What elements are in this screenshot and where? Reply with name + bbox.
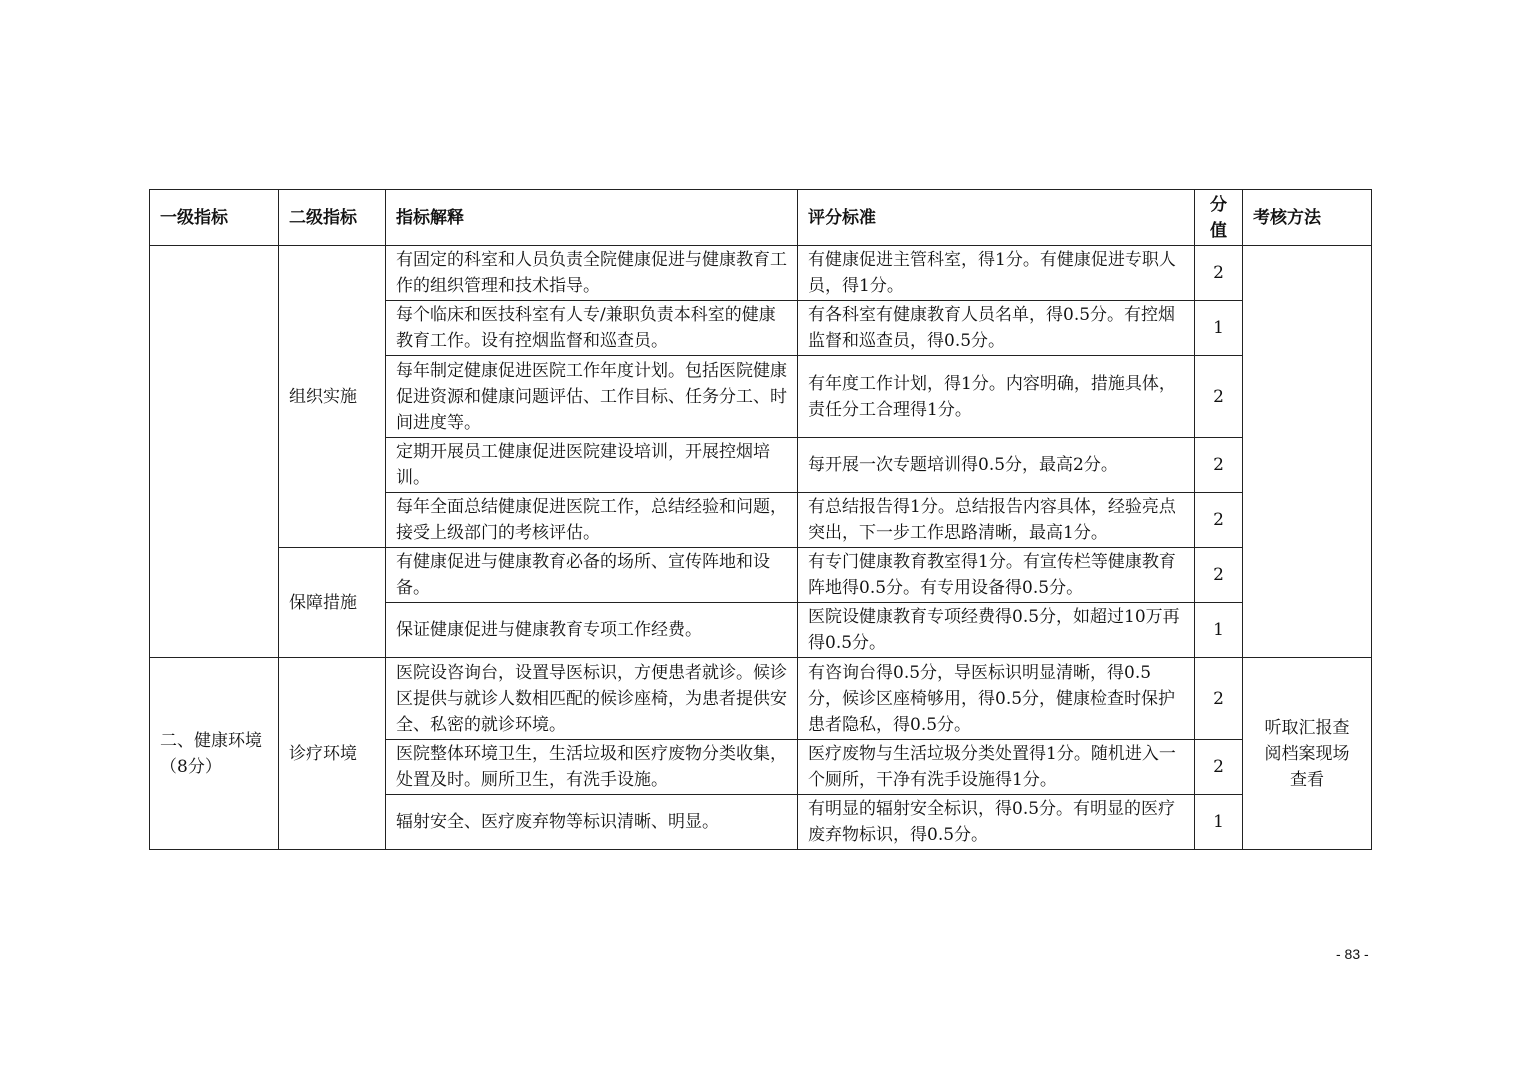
header-level2: 二级指标 [279, 190, 386, 246]
method-line1: 听取汇报查 [1264, 717, 1350, 738]
score-cell: 2 [1195, 438, 1243, 493]
header-method: 考核方法 [1243, 190, 1372, 246]
criteria-cell: 医疗废物与生活垃圾分类处置得1分。随机进入一个厕所，干净有洗手设施得1分。 [798, 740, 1195, 795]
criteria-cell: 每开展一次专题培训得0.5分，最高2分。 [798, 438, 1195, 493]
criteria-cell: 有年度工作计划，得1分。内容明确，措施具体，责任分工合理得1分。 [798, 356, 1195, 438]
score-cell: 2 [1195, 658, 1243, 740]
assessment-table [149, 189, 1372, 850]
score-cell: 2 [1195, 356, 1243, 438]
criteria-cell: 医院设健康教育专项经费得0.5分，如超过10万再得0.5分。 [798, 603, 1195, 658]
score-cell: 2 [1195, 548, 1243, 603]
header-score [1195, 190, 1243, 246]
level1-line1: 二、健康环境 [160, 730, 262, 751]
score-cell: 2 [1195, 493, 1243, 548]
explain-cell: 每年制定健康促进医院工作年度计划。包括医院健康促进资源和健康问题评估、工作目标、任务分工、时间进度等。 [386, 356, 798, 438]
criteria-cell: 有健康促进主管科室，得1分。有健康促进专职人员，得1分。 [798, 246, 1195, 301]
table-row [150, 548, 1372, 603]
explain-cell: 辐射安全、医疗废弃物等标识清晰、明显。 [386, 795, 798, 850]
criteria-cell: 有咨询台得0.5分，导医标识明显清晰，得0.5分，候诊区座椅够用，得0.5分，健康检查时保护患者隐私，得0.5分。 [798, 658, 1195, 740]
score-cell: 2 [1195, 740, 1243, 795]
explain-cell: 医院设咨询台，设置导医标识，方便患者就诊。候诊区提供与就诊人数相匹配的候诊座椅，为患者提供安全、私密的就诊环境。 [386, 658, 798, 740]
level1-cell-group1 [150, 246, 279, 658]
page-number: - 83 - [1336, 946, 1369, 962]
header-explain: 指标解释 [386, 190, 798, 246]
method-cell [1243, 658, 1372, 850]
table-row [150, 246, 1372, 301]
method-line2: 阅档案现场 [1264, 743, 1350, 764]
score-cell: 1 [1195, 603, 1243, 658]
score-cell: 1 [1195, 301, 1243, 356]
header-criteria: 评分标准 [798, 190, 1195, 246]
explain-cell: 每个临床和医技科室有人专/兼职负责本科室的健康教育工作。设有控烟监督和巡查员。 [386, 301, 798, 356]
header-score-line2: 值 [1210, 220, 1227, 241]
explain-cell: 每年全面总结健康促进医院工作，总结经验和问题，接受上级部门的考核评估。 [386, 493, 798, 548]
method-line3: 查看 [1290, 769, 1324, 790]
score-cell: 2 [1195, 246, 1243, 301]
header-row [150, 190, 1372, 246]
explain-cell: 保证健康促进与健康教育专项工作经费。 [386, 603, 798, 658]
level1-health-environment [150, 658, 279, 850]
level2-zuzhi: 组织实施 [279, 246, 386, 548]
method-cell-group1 [1243, 246, 1372, 658]
header-level1: 一级指标 [150, 190, 279, 246]
criteria-cell: 有明显的辐射安全标识，得0.5分。有明显的医疗废弃物标识，得0.5分。 [798, 795, 1195, 850]
header-score-line1: 分 [1210, 194, 1227, 215]
level2-zhenliao: 诊疗环境 [279, 658, 386, 850]
explain-cell: 医院整体环境卫生，生活垃圾和医疗废物分类收集，处置及时。厕所卫生，有洗手设施。 [386, 740, 798, 795]
level1-line2: （8分） [160, 756, 222, 777]
explain-cell: 有固定的科室和人员负责全院健康促进与健康教育工作的组织管理和技术指导。 [386, 246, 798, 301]
criteria-cell: 有总结报告得1分。总结报告内容具体，经验亮点突出，下一步工作思路清晰，最高1分。 [798, 493, 1195, 548]
explain-cell: 有健康促进与健康教育必备的场所、宣传阵地和设备。 [386, 548, 798, 603]
explain-cell: 定期开展员工健康促进医院建设培训，开展控烟培训。 [386, 438, 798, 493]
criteria-cell: 有专门健康教育教室得1分。有宣传栏等健康教育阵地得0.5分。有专用设备得0.5分。 [798, 548, 1195, 603]
score-cell: 1 [1195, 795, 1243, 850]
criteria-cell: 有各科室有健康教育人员名单，得0.5分。有控烟监督和巡查员，得0.5分。 [798, 301, 1195, 356]
level2-baozhang: 保障措施 [279, 548, 386, 658]
table-row [150, 658, 1372, 740]
